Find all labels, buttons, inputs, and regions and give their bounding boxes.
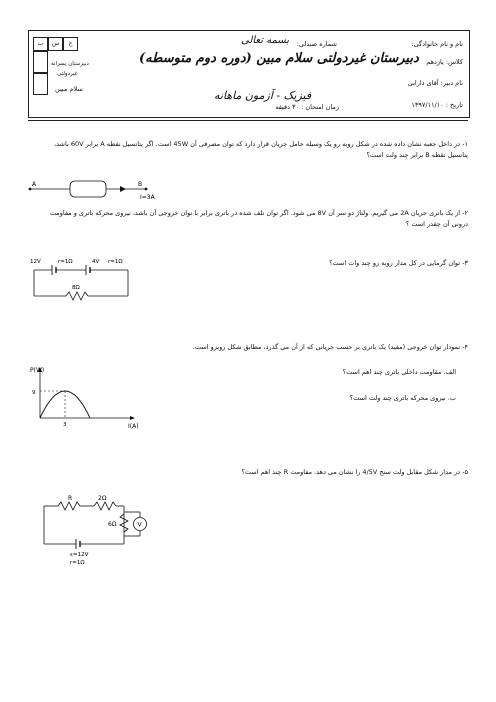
- q3-r1: r=1Ω: [58, 259, 73, 265]
- question-5: ۵- در مدار شکل مقابل ولت سنج 4/5V را نشان می دهد. مقاومت R چند اهم است؟: [241, 468, 468, 476]
- q5-resistor-2: 2Ω: [98, 495, 107, 502]
- q1-current: I=3A: [140, 194, 155, 201]
- q1-label-a: A: [32, 181, 37, 188]
- q3-circuit: [28, 256, 138, 306]
- question-4a: الف. مقاومت داخلی باتری چند اهم است؟: [342, 368, 456, 376]
- grade-cell: [33, 51, 48, 73]
- grade-cell: ب: [33, 37, 48, 51]
- q5-source: ε=12V: [70, 552, 89, 558]
- q5-circuit: [28, 486, 168, 566]
- q4-power-chart: [28, 364, 148, 432]
- question-2: ۲- از یک باتری جریان 2A می گیریم. ولتاژ دو سر آن 8V می شود. اگر توان تلف شده در باتری برابر با توان خروجی آن باشد، نیروی محرکه باتری و مقاومت درونی آن چقدر است ؟: [49, 209, 468, 228]
- question-3: ۳- توان گرمایی در کل مدار روبه رو چند وات است؟: [329, 259, 468, 267]
- q5-internal: r=1Ω: [70, 560, 85, 566]
- grade-cell: س: [48, 37, 63, 51]
- question-4: ۴- نمودار توان خروجی (مفید) یک باتری بر حسب جریانی که از آن می گذرد، مطابق شکل روبرو است.: [192, 343, 468, 351]
- q5-voltmeter: V: [137, 521, 142, 529]
- seat-label: شماره صندلی:: [296, 40, 337, 48]
- q4-peak-value: 9: [32, 390, 36, 396]
- school-logo-line2: غیردولتی: [57, 71, 78, 77]
- teacher-label: نام دبیر: آقای دارابی: [407, 79, 463, 87]
- grade-cell: ح: [63, 37, 78, 51]
- q4-x-axis-label: I(A): [128, 423, 139, 430]
- basmala: بسمه تعالی: [241, 35, 290, 46]
- class-label: کلاس: یازدهم: [426, 58, 463, 66]
- q5-resistor-3: 6Ω: [108, 521, 117, 528]
- school-title: دبیرستان غیردولتی سلام مبین (دوره دوم متوسطه): [139, 51, 419, 66]
- exam-date: تاریخ : ۱۳۹۷/۱۱/۱۰: [411, 101, 463, 109]
- question-1: ۱- در داخل جعبه نشان داده شده در شکل روبه رو یک وسیله حامل جریان قرار دارد که توان مصرفی آن 45W است. اگر پتانسیل نقطه A برابر 60V باشد، پتانسیل نقطه B برابر چند ولت است؟: [54, 140, 468, 159]
- q1-label-b: B: [138, 181, 143, 188]
- question-4b: ب. نیروی محرکه باتری چند ولت است؟: [349, 394, 456, 402]
- q5-resistor-r: R: [68, 495, 73, 502]
- grade-cell: [33, 73, 48, 95]
- subject-title: فیزیک - آزمون ماهانه: [214, 89, 312, 102]
- exam-duration: زمان امتحان : ۳۰ دقیقه: [275, 103, 339, 111]
- divider: [28, 120, 468, 121]
- school-logo-line1: دبیرستان پسرانه: [51, 61, 89, 67]
- q3-emf1: 12V: [30, 259, 41, 265]
- q1-box-figure: [28, 176, 178, 202]
- q3-resistor: 8Ω: [72, 285, 80, 291]
- q4-peak-current: 3: [63, 422, 67, 428]
- student-name-label: نام و نام خانوادگی:: [411, 40, 463, 48]
- q3-emf2: 4V: [92, 259, 100, 265]
- exam-header: [28, 30, 470, 118]
- school-logo-name: سلام مبین: [55, 85, 83, 93]
- q3-r2: r=1Ω: [108, 259, 123, 265]
- q4-y-axis-label: P(W): [30, 367, 45, 374]
